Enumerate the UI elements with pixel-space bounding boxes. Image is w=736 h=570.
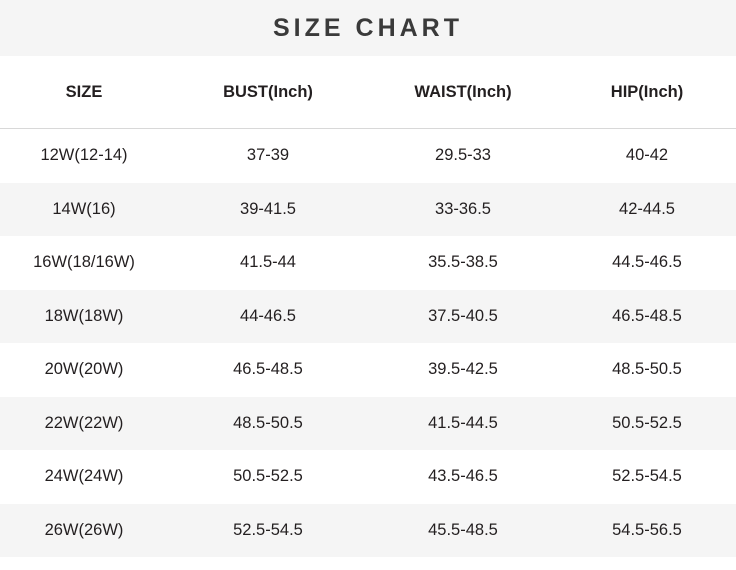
cell-bust: 37-39 — [168, 129, 368, 183]
table-row — [0, 236, 736, 290]
cell-hip: 42-44.5 — [558, 183, 736, 237]
table-body — [0, 129, 736, 558]
cell-waist: 37.5-40.5 — [368, 290, 558, 344]
cell-hip: 54.5-56.5 — [558, 504, 736, 558]
column-header-size: SIZE — [0, 56, 168, 129]
cell-bust: 46.5-48.5 — [168, 343, 368, 397]
cell-bust: 41.5-44 — [168, 236, 368, 290]
table-row — [0, 504, 736, 558]
cell-size: 20W(20W) — [0, 343, 168, 397]
cell-bust: 48.5-50.5 — [168, 397, 368, 451]
column-header-hip: HIP(Inch) — [558, 56, 736, 129]
table-header — [0, 56, 736, 129]
table-header-row — [0, 56, 736, 129]
cell-size: 14W(16) — [0, 183, 168, 237]
cell-bust: 44-46.5 — [168, 290, 368, 344]
table-row — [0, 450, 736, 504]
cell-hip: 52.5-54.5 — [558, 450, 736, 504]
cell-size: 16W(18/16W) — [0, 236, 168, 290]
cell-bust: 39-41.5 — [168, 183, 368, 237]
cell-waist: 39.5-42.5 — [368, 343, 558, 397]
size-chart-table — [0, 56, 736, 557]
table-row — [0, 290, 736, 344]
table-row — [0, 129, 736, 183]
cell-hip: 40-42 — [558, 129, 736, 183]
cell-hip: 50.5-52.5 — [558, 397, 736, 451]
cell-waist: 45.5-48.5 — [368, 504, 558, 558]
table-row — [0, 343, 736, 397]
page-title: SIZE CHART — [0, 0, 736, 56]
cell-waist: 43.5-46.5 — [368, 450, 558, 504]
cell-hip: 48.5-50.5 — [558, 343, 736, 397]
cell-size: 22W(22W) — [0, 397, 168, 451]
cell-size: 24W(24W) — [0, 450, 168, 504]
cell-bust: 50.5-52.5 — [168, 450, 368, 504]
cell-waist: 33-36.5 — [368, 183, 558, 237]
cell-waist: 35.5-38.5 — [368, 236, 558, 290]
cell-waist: 41.5-44.5 — [368, 397, 558, 451]
cell-hip: 44.5-46.5 — [558, 236, 736, 290]
cell-size: 18W(18W) — [0, 290, 168, 344]
table-row — [0, 183, 736, 237]
cell-bust: 52.5-54.5 — [168, 504, 368, 558]
table-row — [0, 397, 736, 451]
column-header-bust: BUST(Inch) — [168, 56, 368, 129]
column-header-waist: WAIST(Inch) — [368, 56, 558, 129]
cell-size: 12W(12-14) — [0, 129, 168, 183]
cell-waist: 29.5-33 — [368, 129, 558, 183]
cell-size: 26W(26W) — [0, 504, 168, 558]
cell-hip: 46.5-48.5 — [558, 290, 736, 344]
